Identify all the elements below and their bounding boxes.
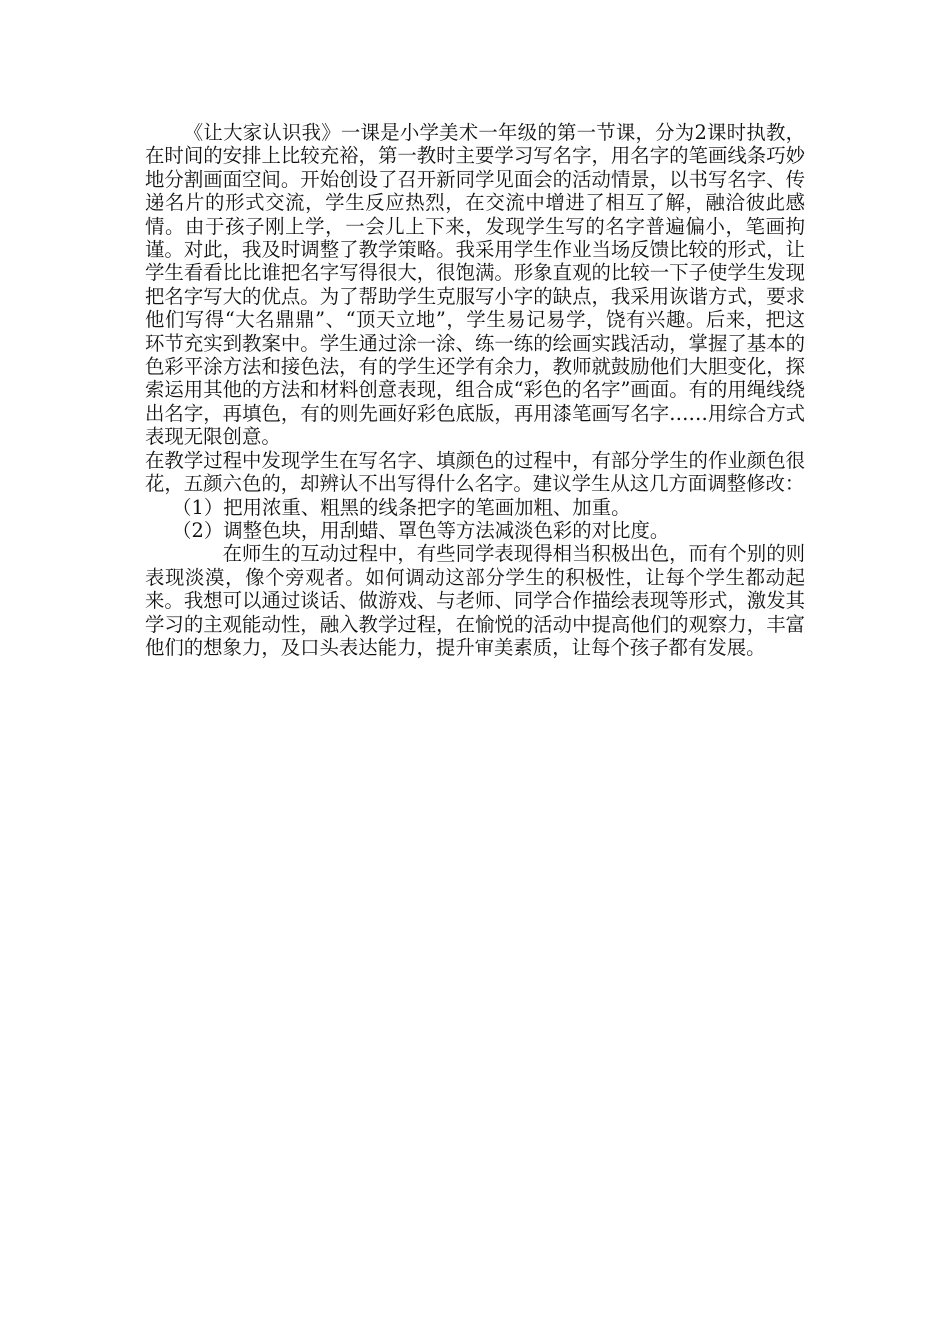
suggestion-item-1: （1）把用浓重、粗黑的线条把字的笔画加粗、加重。 xyxy=(172,495,631,519)
document-body xyxy=(145,121,805,659)
paragraph-lesson-reflection: 《让大家认识我》一课是小学美术一年级的第一节课，分为2课时执教，在时间的安排上比较充裕，第一教时主要学习写名字，用名字的笔画线条巧妙地分割画面空间。开始创设了召开新同学见面会的活动情景，以书写名字、传递名片的形式交流，学生反应热烈，在交流中增进了相互了解，融洽彼此感情。由于孩子刚上学，一会儿上下来，发现学生写的名字普遍偏小，笔画拘谨。对此，我及时调整了教学策略。我采用学生作业当场反馈比较的形式，让学生看看比比谁把名字写得很大，很饱满。形象直观的比较一下子使学生发现把名字写大的优点。为了帮助学生克服写小字的缺点，我采用诙谐方式，要求他们写得“大名鼎鼎”、“顶天立地”，学生易记易学，饶有兴趣。后来，把这环节充实到教案中。学生通过涂一涂、练一练的绘画实践活动，掌握了基本的色彩平涂方法和接色法，有的学生还学有余力，教师就鼓励他们大胆变化，探索运用其他的方法和材料创意表现，组合成“彩色的名字”画面。有的用绳线绕出名字，再填色，有的则先画好彩色底版，再用漆笔画写名字……用综合方式表现无限创意。 xyxy=(145,121,805,449)
paragraph-student-engagement: 在师生的互动过程中，有些同学表现得相当积极出色，而有个别的则表现淡漠，像个旁观者。如何调动这部分学生的积极性，让每个学生都动起来。我想可以通过谈话、做游戏、与老师、同学合作描绘表现等形式，激发其学习的主观能动性，融入教学过程，在愉悦的活动中提高他们的观察力，丰富他们的想象力，及口头表达能力，提升审美素质，让每个孩子都有发展。 xyxy=(145,542,805,659)
suggestion-item-2: （2）调整色块，用刮蜡、罩色等方法减淡色彩的对比度。 xyxy=(172,518,670,542)
paragraph-problem-found: 在教学过程中发现学生在写名字、填颜色的过程中，有部分学生的作业颜色很花，五颜六色的，却辨认不出写得什么名字。建议学生从这几方面调整修改： xyxy=(145,448,805,496)
